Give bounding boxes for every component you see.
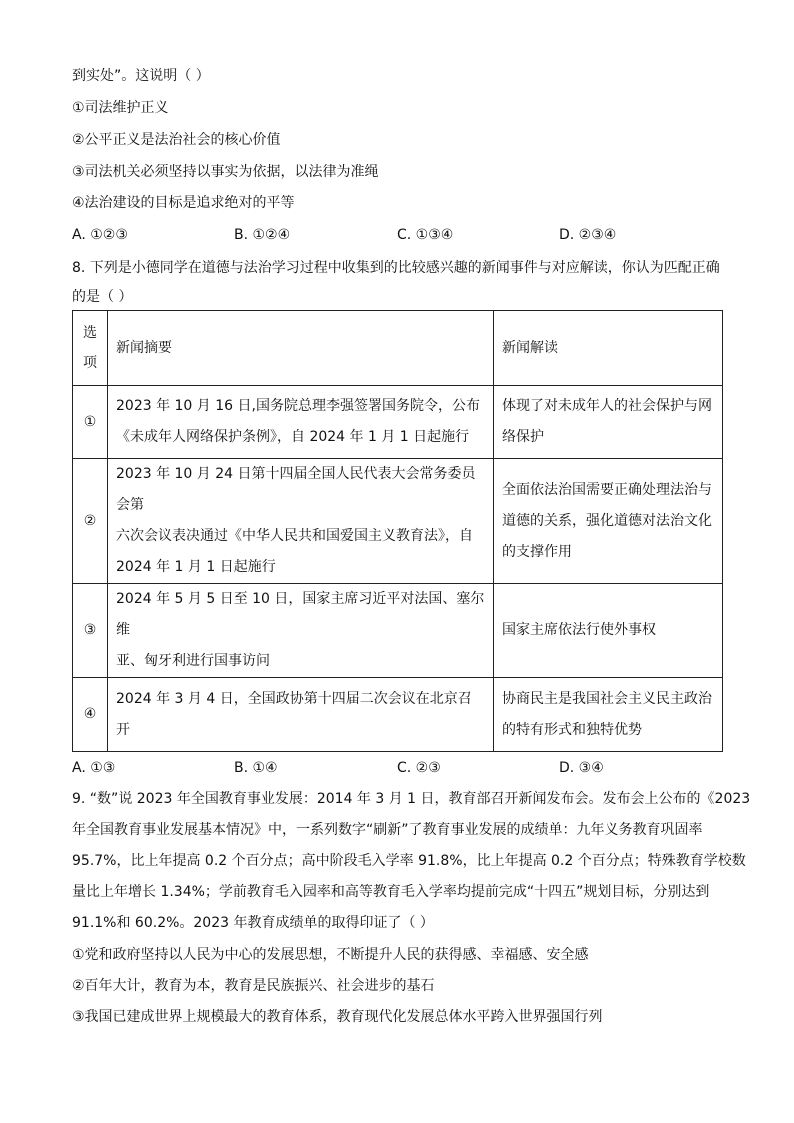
summary-line: 2024 年 5 月 5 日至 10 日，国家主席习近平对法国、塞尔维 bbox=[116, 591, 485, 638]
q9-stem-line-1: 9. “数”说 2023 年全国教育事业发展：2014 年 3 月 1 日，教育部召开新闻发布会。发布会上公布的《2023 bbox=[72, 791, 751, 807]
summary-line: 亚、匈牙利进行国事访问 bbox=[116, 653, 270, 669]
interpretation-line: 国家主席依法行使外事权 bbox=[502, 622, 656, 638]
q9-stem-line-3: 95.7%，比上年提高 0.2 个百分点；高中阶段毛入学率 91.8%，比上年提高 0.2 个百分点；特殊教育学校数 bbox=[72, 853, 746, 869]
header-select-line-2: 项 bbox=[83, 355, 97, 371]
header-select bbox=[73, 311, 108, 386]
summary-line: 2024 年 1 月 1 日起施行 bbox=[116, 559, 276, 575]
summary-line: 2024 年 3 月 4 日，全国政协第十四届二次会议在北京召开 bbox=[116, 690, 472, 738]
summary-line: 《未成年人网络保护条例》，自 2024 年 1 月 1 日起施行 bbox=[116, 429, 470, 445]
q8-option-c[interactable]: C. ②③ bbox=[397, 760, 441, 776]
q9-statement-2: ②百年大计，教育为本，教育是民族振兴、社会进步的基石 bbox=[72, 978, 435, 994]
interpretation-line: 道德的关系，强化道德对法治文化 bbox=[502, 512, 712, 529]
q7-statement-2: ②公平正义是法治社会的核心价值 bbox=[72, 132, 281, 148]
news-interpretation-cell bbox=[494, 386, 723, 459]
header-summary: 新闻摘要 bbox=[108, 311, 494, 386]
q7-statement-3: ③司法机关必须坚持以事实为依据，以法律为准绳 bbox=[72, 164, 379, 180]
news-interpretation-cell bbox=[494, 584, 723, 678]
q7-statement-1: ①司法维护正义 bbox=[72, 100, 169, 116]
row-label: ① bbox=[73, 386, 108, 459]
interpretation-line: 协商民主是我国社会主义民主政治 bbox=[502, 690, 712, 707]
news-summary-cell bbox=[108, 584, 494, 678]
summary-line: 2023 年 10 月 24 日第十四届全国人民代表大会常务委员会第 bbox=[116, 466, 476, 513]
news-interpretation-cell bbox=[494, 459, 723, 584]
q7-option-c[interactable]: C. ①③④ bbox=[397, 227, 454, 243]
interpretation-line: 全面依法治国需要正确处理法治与 bbox=[502, 481, 712, 498]
q9-stem-line-5: 91.1%和 60.2%。2023 年教育成绩单的取得印证了（ ） bbox=[72, 915, 434, 931]
news-interpretation-cell bbox=[494, 678, 723, 752]
q9-stem-line-2: 年全国教育事业发展基本情况》中，一系列数字“刷新”了教育事业发展的成绩单：九年义务教育巩固率 bbox=[72, 822, 703, 838]
news-summary-cell bbox=[108, 459, 494, 584]
q7-stem-tail: 到实处”。这说明（ ） bbox=[72, 68, 210, 84]
interpretation-line: 的支撑作用 bbox=[502, 543, 572, 560]
table-row bbox=[73, 459, 723, 584]
q8-news-table bbox=[72, 310, 723, 752]
q8-stem-line-2: 的是（ ） bbox=[72, 289, 133, 305]
table-row bbox=[73, 386, 723, 459]
summary-line: 2023 年 10 月 16 日,国务院总理李强签署国务院令，公布 bbox=[116, 398, 480, 414]
q8-option-b[interactable]: B. ①④ bbox=[234, 760, 278, 776]
table-row bbox=[73, 678, 723, 752]
row-label: ④ bbox=[73, 678, 108, 752]
q9-statement-1: ①党和政府坚持以人民为中心的发展思想，不断提升人民的获得感、幸福感、安全感 bbox=[72, 947, 589, 963]
header-interpretation: 新闻解读 bbox=[494, 311, 723, 386]
q7-option-a[interactable]: A. ①②③ bbox=[72, 227, 128, 243]
q8-option-a[interactable]: A. ①③ bbox=[72, 760, 116, 776]
q8-options bbox=[72, 758, 722, 778]
row-label: ③ bbox=[73, 584, 108, 678]
q7-option-d[interactable]: D. ②③④ bbox=[559, 227, 617, 243]
row-label: ② bbox=[73, 459, 108, 584]
news-summary-cell bbox=[108, 678, 494, 752]
q7-statement-4: ④法治建设的目标是追求绝对的平等 bbox=[72, 195, 295, 211]
news-summary-cell bbox=[108, 386, 494, 459]
table-header-row bbox=[73, 311, 723, 386]
interpretation-line: 体现了对未成年人的社会保护与网 bbox=[502, 398, 712, 414]
q7-option-b[interactable]: B. ①②④ bbox=[234, 227, 291, 243]
q9-statement-3: ③我国已建成世界上规模最大的教育体系，教育现代化发展总体水平跨入世界强国行列 bbox=[72, 1009, 603, 1025]
q8-option-d[interactable]: D. ③④ bbox=[559, 760, 604, 776]
summary-line: 六次会议表决通过《中华人民共和国爱国主义教育法》，自 bbox=[116, 528, 473, 544]
table-row bbox=[73, 584, 723, 678]
header-select-line-1: 选 bbox=[83, 325, 97, 341]
interpretation-line: 的特有形式和独特优势 bbox=[502, 721, 642, 738]
interpretation-line: 络保护 bbox=[502, 429, 544, 445]
q7-options bbox=[72, 225, 722, 245]
q8-stem-line-1: 8. 下列是小德同学在道德与法治学习过程中收集到的比较感兴趣的新闻事件与对应解读，你认为匹配正确 bbox=[72, 260, 720, 276]
q9-stem-line-4: 量比上年增长 1.34%；学前教育毛入园率和高等教育毛入学率均提前完成“十四五”规划目标，分别达到 bbox=[72, 884, 710, 900]
